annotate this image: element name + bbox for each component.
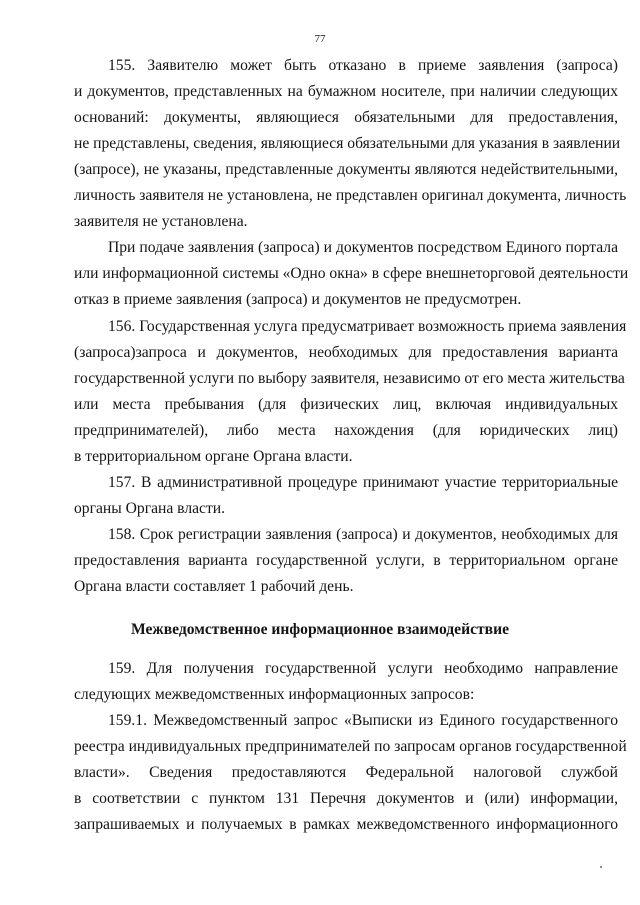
paragraph-159-line-2: следующих межведомственных информационных запросов: bbox=[74, 686, 475, 703]
paragraph-158-line-1: 158. Срок регистрации заявления (запроса) и документов, необходимых для bbox=[108, 526, 618, 543]
paragraph-156-line-3: государственной услуги по выбору заявителя, независимо от его места жительства bbox=[74, 370, 625, 387]
paragraph-155-line-2: и документов, представленных на бумажном носителе, при наличии следующих bbox=[74, 83, 618, 100]
paragraph-156-line-1: 156. Государственная услуга предусматривает возможность приема заявления bbox=[108, 318, 627, 335]
paragraph-159-1-line-4: в соответствии с пунктом 131 Перечня документов и (или) информации, bbox=[74, 790, 618, 807]
paragraph-159-line-1: 159. Для получения государственной услуги необходимо направление bbox=[108, 660, 618, 677]
paragraph-156-line-6: в территориальном органе Органа власти. bbox=[74, 448, 353, 465]
paragraph-157-line-2: органы Органа власти. bbox=[74, 500, 226, 517]
paragraph-155-line-5: (запросе), не указаны, представленные документы являются недействительными, bbox=[74, 161, 618, 178]
section-heading: Межведомственное информационное взаимодействие bbox=[131, 621, 509, 638]
paragraph-155-line-7: заявителя не установлена. bbox=[74, 213, 248, 230]
paragraph-159-1-line-2: реестра индивидуальных предпринимателей по запросам органов государственной bbox=[74, 738, 627, 755]
paragraph-155b-line-2: или информационной системы «Одно окна» в сфере внешнеторговой деятельности bbox=[74, 265, 629, 282]
paragraph-157-line-1: 157. В административной процедуре принимают участие территориальные bbox=[108, 474, 618, 491]
scan-speck bbox=[600, 866, 602, 868]
paragraph-156-line-5: предпринимателей), либо места нахождения (для юридических лиц) bbox=[74, 422, 618, 439]
paragraph-156-line-4: или места пребывания (для физических лиц, включая индивидуальных bbox=[74, 396, 618, 413]
paragraph-155b-line-1: При подаче заявления (запроса) и документов посредством Единого портала bbox=[108, 239, 618, 256]
paragraph-159-1-line-3: власти». Сведения предоставляются Федеральной налоговой службой bbox=[74, 764, 618, 781]
paragraph-156-line-2: (запроса)запроса и документов, необходимых для предоставления варианта bbox=[74, 344, 618, 361]
paragraph-159-1-line-1: 159.1. Межведомственный запрос «Выписки из Единого государственного bbox=[108, 712, 618, 729]
paragraph-158-line-2: предоставления варианта государственной услуги, в территориальном органе bbox=[74, 552, 618, 569]
page-number: 77 bbox=[314, 33, 326, 45]
paragraph-159-1-line-5: запрашиваемых и получаемых в рамках межведомственного информационного bbox=[74, 816, 618, 833]
paragraph-155-line-4: не представлены, сведения, являющиеся обязательными для указания в заявлении bbox=[74, 135, 621, 152]
paragraph-155b-line-3: отказ в приеме заявления (запроса) и документов не предусмотрен. bbox=[74, 291, 522, 308]
paragraph-155-line-3: оснований: документы, являющиеся обязательными для предоставления, bbox=[74, 109, 618, 126]
paragraph-158-line-3: Органа власти составляет 1 рабочий день. bbox=[74, 578, 354, 595]
paragraph-155-line-1: 155. Заявителю может быть отказано в приеме заявления (запроса) bbox=[108, 57, 618, 74]
paragraph-155-line-6: личность заявителя не установлена, не представлен оригинал документа, личность bbox=[74, 187, 627, 204]
